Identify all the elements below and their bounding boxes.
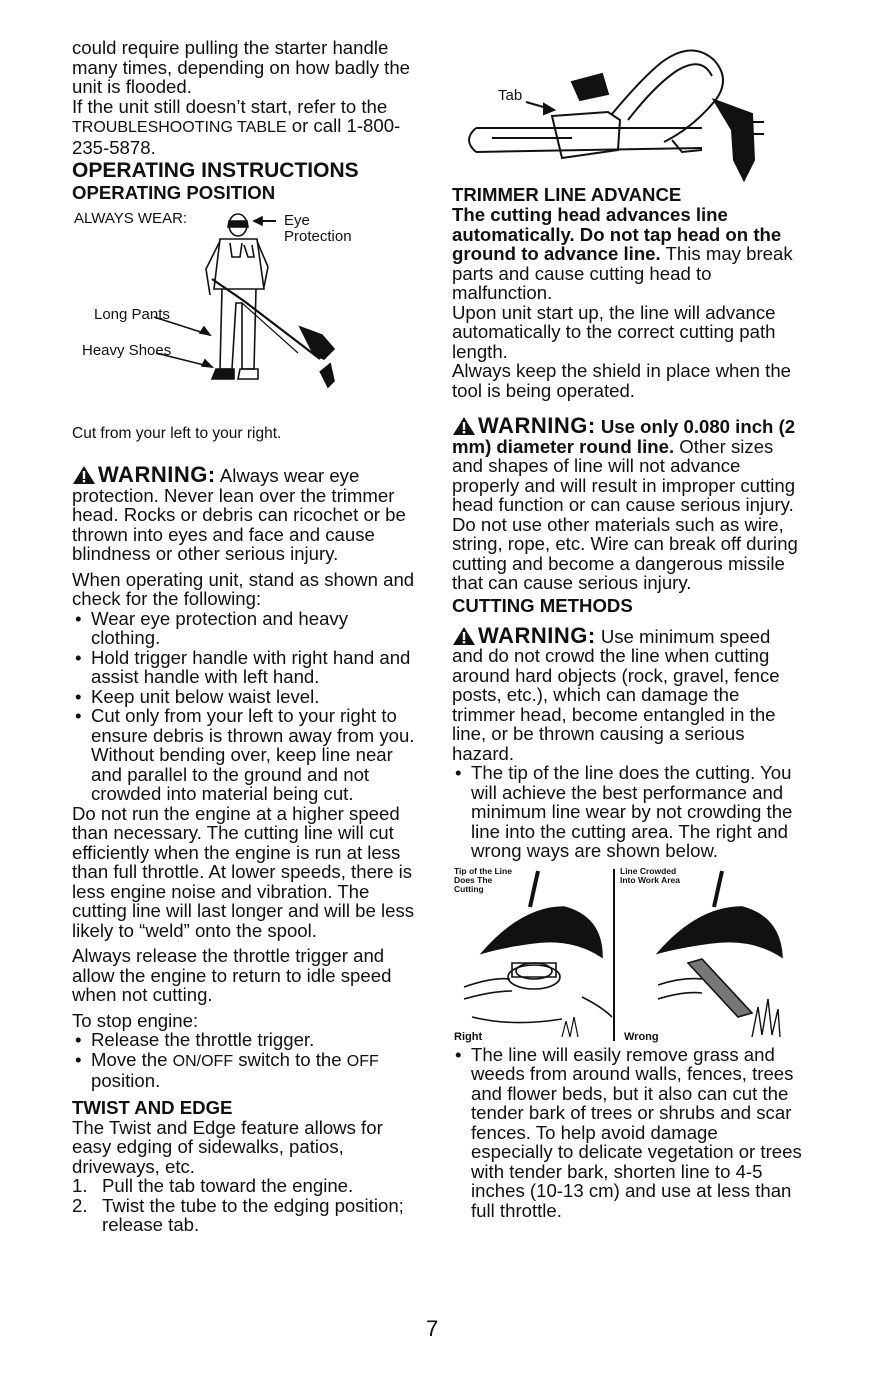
twist-and-edge-heading: TWIST AND EDGE — [72, 1096, 233, 1118]
wrong-label: Wrong — [624, 1030, 659, 1043]
shield-paragraph: Always keep the shield in place when the tool is being operated. — [452, 360, 792, 401]
stand-instructions: When operating unit, stand as shown and check for the following: — [72, 568, 415, 609]
operator-illustration — [72, 209, 422, 421]
right-label: Right — [454, 1030, 483, 1043]
cutting-methods-heading: CUTTING METHODS — [452, 594, 633, 616]
stop-engine-label: To stop engine: — [72, 1009, 199, 1031]
intro-paragraph: could require pulling the starter handle many times, depending on how badly the unit is flooded. — [72, 37, 411, 97]
twist-steps — [72, 1176, 422, 1235]
tip-of-line-label: Tip of the Line Does The Cutting — [454, 865, 512, 894]
warning-eye-protection: WARNING: Always wear eye protection. Never lean over the trimmer head. Rocks or debris can ricochet or be thrown into eyes and face and cause blindness or other serious injury. — [72, 462, 406, 564]
stop-engine-list — [72, 1030, 422, 1091]
line-advance-paragraph: The cutting head advances line automatically. Do not tap head on the ground to advance line. This may break parts and cause cutting head to malfunction. — [452, 204, 793, 303]
engine-speed-paragraph: Do not run the engine at a higher speed than necessary. The cutting line will cut efficiently when the engine is run at less than full throttle. At lower speeds, there is less engine noise and vibration. The cutting line will last longer and will be less likely to “weld” onto the spool. — [72, 802, 415, 941]
warning-line-size: WARNING: Use only 0.080 inch (2 mm) diameter round line. Other sizes and shapes of line will not advance properly and will result in improper cutting head function or can cause serious injury. Do not use other materials such as wire, string, rope, etc. Wire can break off during cutting and become a dangerous missile that can cause serious injury. — [452, 413, 798, 593]
trimmer-line-advance-heading: TRIMMER LINE ADVANCE — [452, 184, 682, 205]
warning-icon — [452, 416, 476, 436]
operating-checklist — [72, 609, 422, 804]
right-wrong-figure — [452, 867, 802, 1045]
list-item: 1. Pull the tab toward the engine. — [72, 1175, 354, 1196]
list-item: • The line will easily remove grass and weeds from around walls, fences, trees and flower beds, but it also can cut the tender bark of trees or shrubs and scar fences. To help avoid damage especially to delicate vegetation or trees with tender bark, shorten line to 4-5 inches (10-13 cm) and use at less than full throttle. — [452, 1045, 802, 1221]
list-item: • The tip of the line does the cutting. You will achieve the best performance and minimum line wear by not crowding the line into the cutting area. The right and wrong ways are shown below. — [452, 763, 802, 861]
trimmer-tube-illustration — [452, 30, 802, 182]
list-item: • Cut only from your left to your right to ensure debris is thrown away from you. Without bending over, keep line near and parallel to the ground and not crowded into material being cut. — [72, 706, 422, 804]
left-column — [72, 38, 422, 1235]
eye-protection-label: Eye Protection — [284, 212, 352, 245]
operating-position-heading: OPERATING POSITION — [72, 182, 276, 203]
twist-edge-figure — [452, 30, 802, 182]
line-crowded-label: Line Crowded Into Work Area — [620, 865, 680, 885]
warning-icon — [72, 465, 96, 485]
list-item: 2. Twist the tube to the edging position; release tab. — [72, 1194, 404, 1235]
list-item: • Release the throttle trigger. — [72, 1030, 422, 1050]
list-item: • Wear eye protection and heavy clothing. — [72, 609, 422, 648]
list-item: • Keep unit below waist level. — [72, 687, 422, 707]
operating-instructions-heading: OPERATING INSTRUCTIONS — [72, 159, 359, 182]
page-number: 7 — [426, 1316, 439, 1341]
list-item: • Move the ON/OFF switch to the OFF position. — [72, 1050, 422, 1091]
release-throttle-paragraph: Always release the throttle trigger and allow the engine to return to idle speed when not cutting. — [72, 945, 392, 1005]
warning-cutting-speed: WARNING: Use minimum speed and do not crowd the line when cutting around hard objects (rock, gravel, fence posts, etc.), which can damage the trimmer head, become entangled in the line, or be thrown causing a serious hazard. — [452, 622, 780, 764]
startup-paragraph: Upon unit start up, the line will advance automatically to the correct cutting path length. — [452, 301, 776, 362]
always-wear-label: ALWAYS WEAR: — [74, 210, 188, 227]
right-wrong-illustration — [452, 867, 802, 1045]
list-item: • Hold trigger handle with right hand and assist handle with left hand. — [72, 648, 422, 687]
troubleshooting-paragraph: If the unit still doesn’t start, refer to the TROUBLESHOOTING TABLE or call 1-800-235-5878. — [72, 95, 401, 158]
heavy-shoes-label: Heavy Shoes — [82, 342, 172, 359]
cutting-grass-list — [452, 1045, 802, 1221]
right-column — [452, 30, 802, 1220]
tab-label: Tab — [498, 87, 523, 104]
twist-and-edge-paragraph: The Twist and Edge feature allows for easy edging of sidewalks, patios, driveways, etc. — [72, 1116, 383, 1177]
long-pants-label: Long Pants — [94, 306, 170, 323]
operating-figure-caption: Cut from your left to your right. — [72, 425, 282, 442]
cutting-tip-list — [452, 763, 802, 861]
operating-position-figure — [72, 209, 422, 421]
warning-icon — [452, 626, 476, 646]
